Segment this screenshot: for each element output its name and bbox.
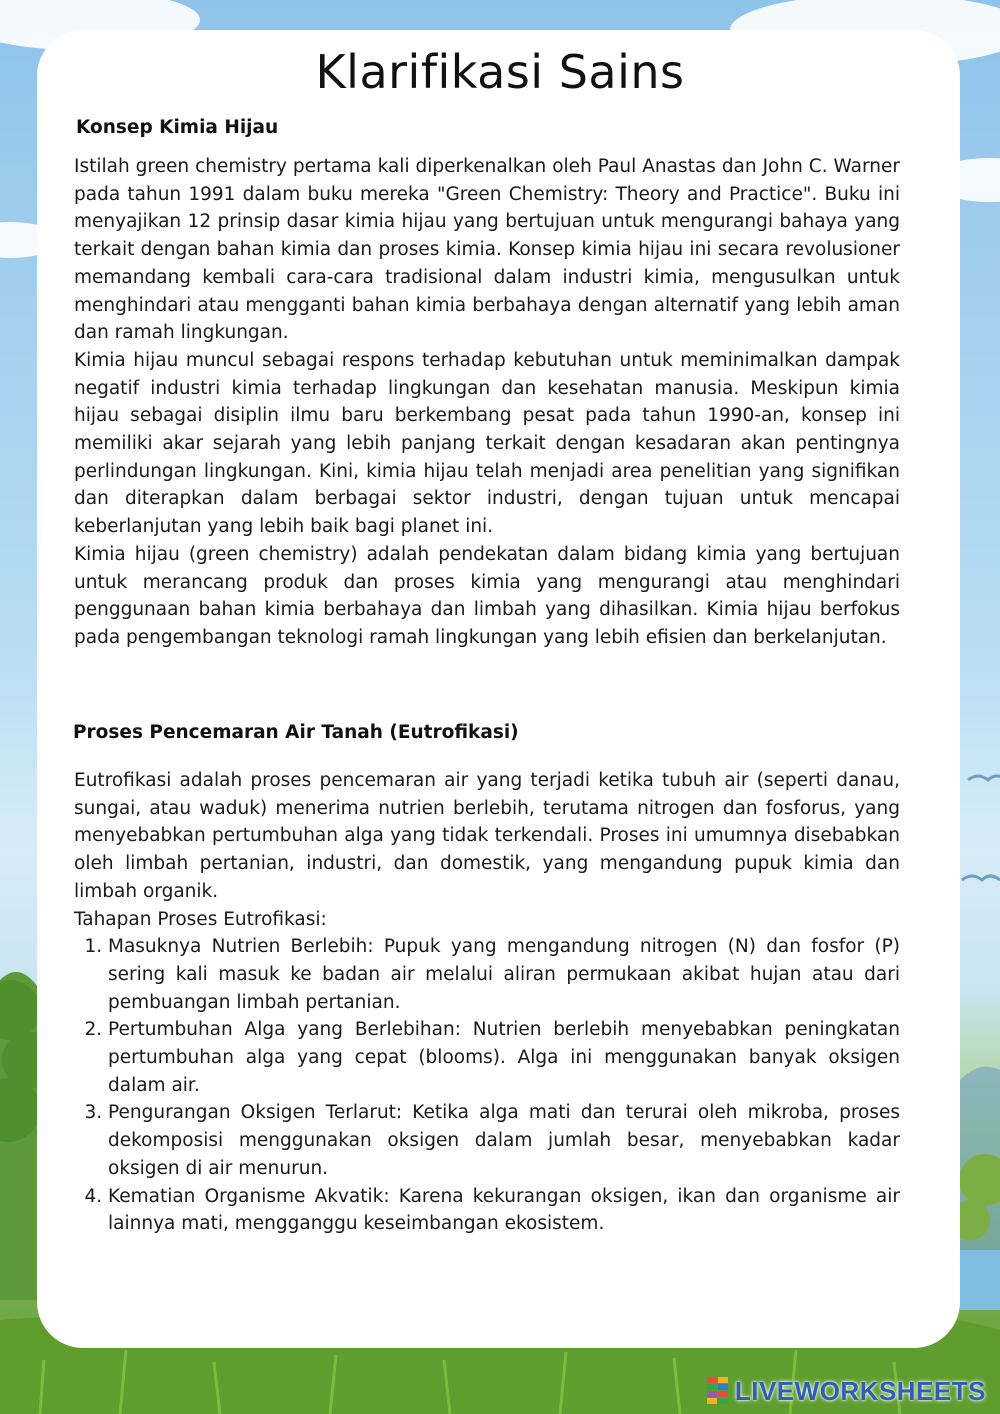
paragraph: Kimia hijau muncul sebagai respons terhadap kebutuhan untuk meminimalkan dampak negatif industri kimia terhadap lingkungan dan kesehatan manusia. Meskipun kimia hijau sebagai disiplin ilmu baru berkembang pesat pada tahun 1990-an, konsep ini memiliki akar sejarah yang lebih panjang terkait dengan kesadaran akan pentingnya perlindungan lingkungan. Kini, kimia hijau telah menjadi area penelitian yang signifikan dan diterapkan dalam berbagai sektor industri, dengan tujuan untuk mencapai keberlanjutan yang lebih baik bagi planet ini. bbox=[74, 349, 900, 538]
steps-label: Tahapan Proses Eutrofikasi: bbox=[74, 908, 327, 930]
section-body-eutrofikasi bbox=[74, 767, 900, 1238]
paragraph: Eutrofikasi adalah proses pencemaran air yang terjadi ketika tubuh air (seperti danau, sungai, atau waduk) menerima nutrien berlebih, terutama nitrogen dan fosforus, yang menyebabkan pertumbuhan alga yang tidak terkendali. Proses ini umumnya disebabkan oleh limbah pertanian, industri, dan domestik, yang mengandung pupuk kimia dan limbah organik. bbox=[74, 770, 900, 902]
list-item: 3. Pengurangan Oksigen Terlarut: Ketika alga mati dan terurai oleh mikroba, proses dekomposisi menggunakan oksigen dalam jumlah besar, menyebabkan kadar oksigen di air menurun. bbox=[108, 1099, 900, 1182]
list-item: 4. Kematian Organisme Akvatik: Karena kekurangan oksigen, ikan dan organisme air lainnya mati, mengganggu keseimbangan ekosistem. bbox=[108, 1183, 900, 1238]
section-heading-eutrofikasi: Proses Pencemaran Air Tanah (Eutrofikasi) bbox=[73, 722, 519, 743]
brand-name: LIVEWORKSHEETS bbox=[734, 1375, 986, 1406]
liveworksheets-logo-icon bbox=[707, 1377, 729, 1405]
section-heading-kimia-hijau: Konsep Kimia Hijau bbox=[76, 117, 279, 138]
liveworksheets-brand bbox=[707, 1374, 986, 1408]
list-item: 2. Pertumbuhan Alga yang Berlebihan: Nutrien berlebih menyebabkan peningkatan pertumbuhan alga yang cepat (blooms). Alga ini menggunakan banyak oksigen dalam air. bbox=[108, 1016, 900, 1099]
birds-icon bbox=[962, 776, 1000, 880]
page-title: Klarifikasi Sains bbox=[315, 45, 685, 99]
section-body-kimia-hijau bbox=[74, 153, 900, 652]
steps-list bbox=[74, 933, 900, 1238]
paragraph: Kimia hijau (green chemistry) adalah pendekatan dalam bidang kimia yang bertujuan untuk merancang produk dan proses kimia yang mengurangi atau menghindari penggunaan bahan kimia berbahaya dan limbah yang dihasilkan. Kimia hijau berfokus pada pengembangan teknologi ramah lingkungan yang lebih efisien dan berkelanjutan. bbox=[74, 543, 900, 648]
paragraph: Istilah green chemistry pertama kali diperkenalkan oleh Paul Anastas dan John C. Warner pada tahun 1991 dalam buku mereka "Green Chemistry: Theory and Practice". Buku ini menyajikan 12 prinsip dasar kimia hijau yang bertujuan untuk mengurangi bahaya yang terkait dengan bahan kimia dan proses kimia. Konsep kimia hijau ini secara revolusioner memandang kembali cara-cara tradisional dalam industri kimia, mengusulkan untuk menghindari atau mengganti bahan kimia berbahaya dengan alternatif yang lebih aman dan ramah lingkungan. bbox=[74, 156, 900, 344]
list-item: 1. Masuknya Nutrien Berlebih: Pupuk yang mengandung nitrogen (N) dan fosfor (P) sering kali masuk ke badan air melalui aliran permukaan akibat hujan atau dari pembuangan limbah pertanian. bbox=[108, 933, 900, 1016]
